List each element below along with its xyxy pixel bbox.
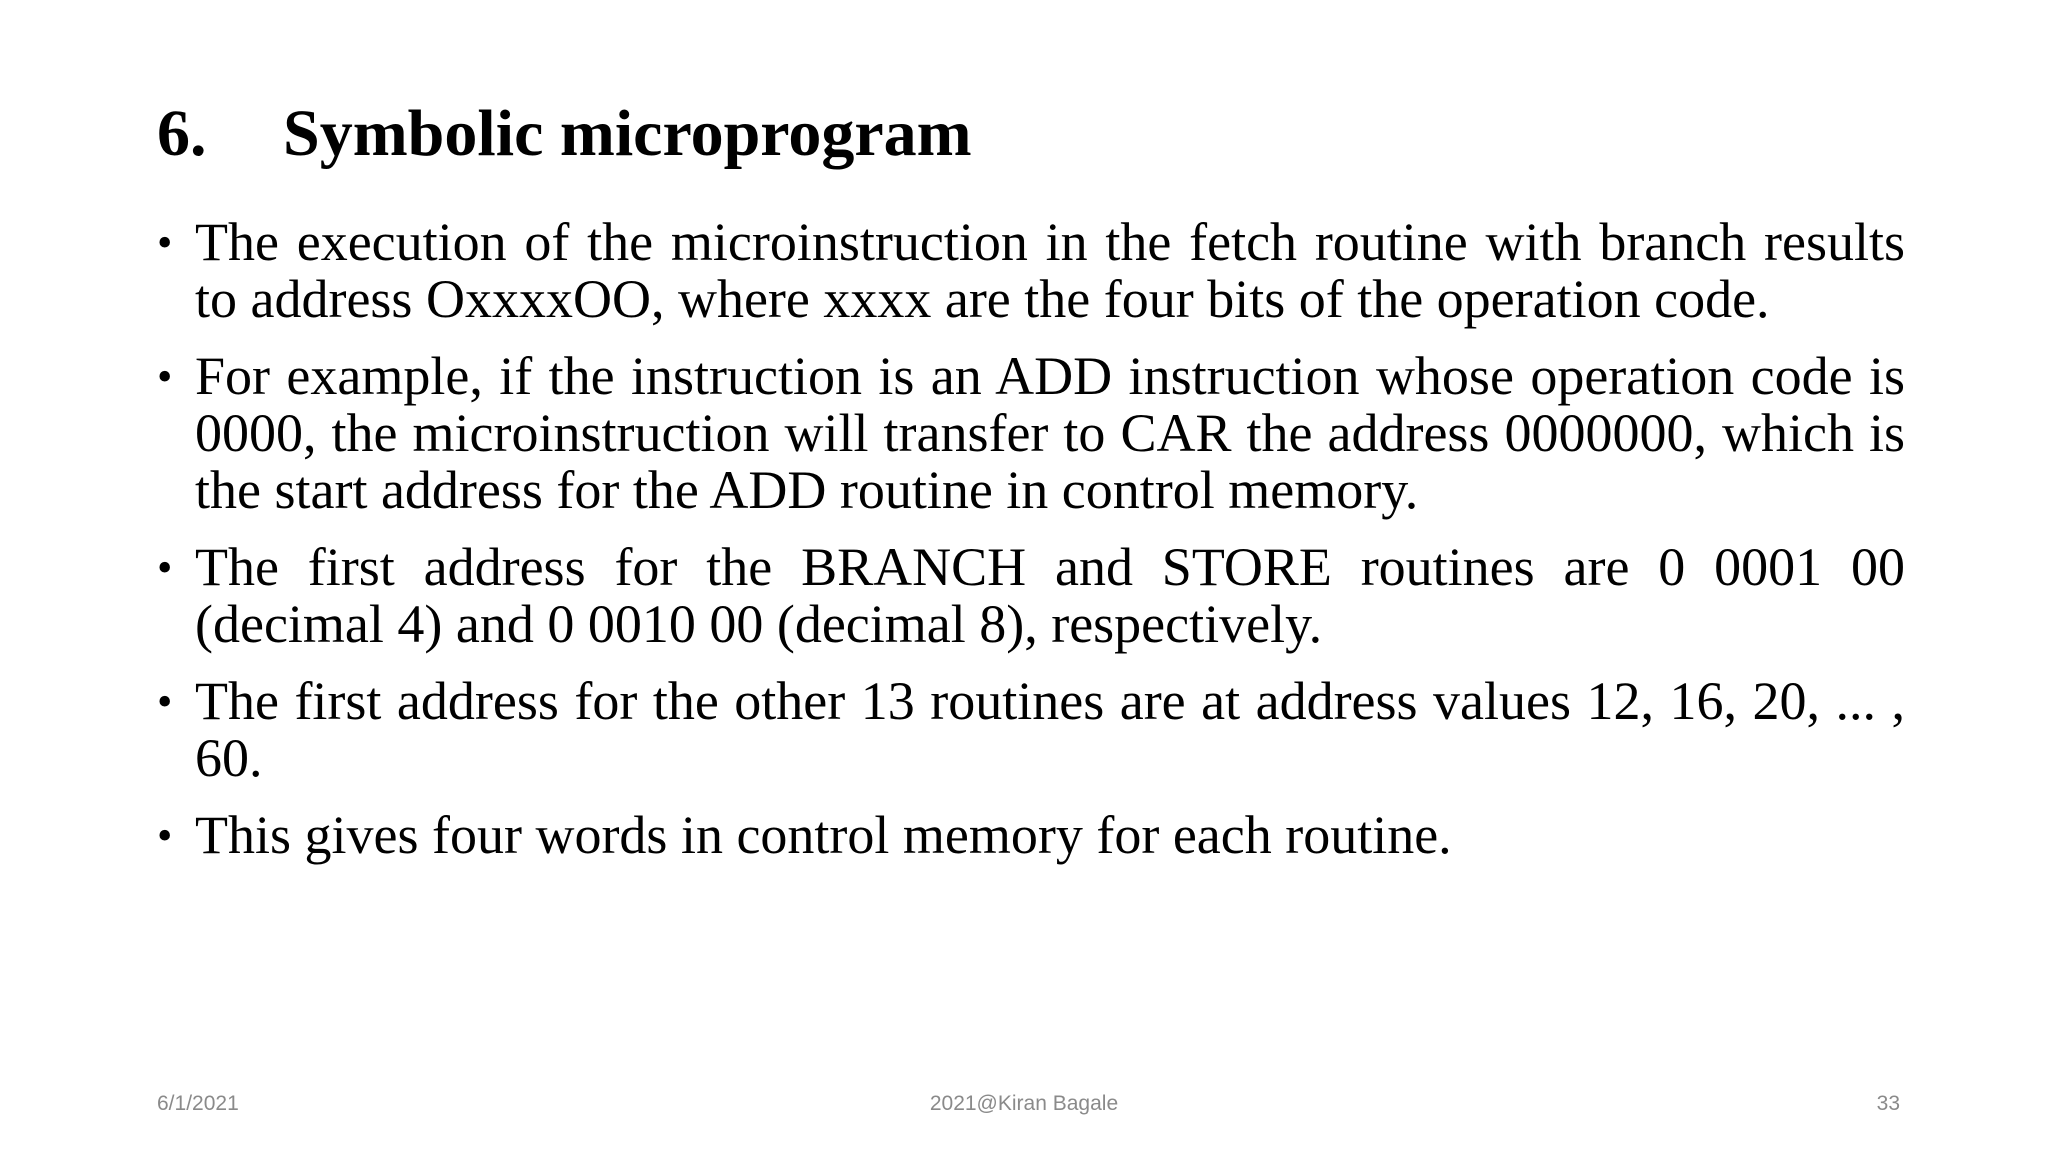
footer-author: 2021@Kiran Bagale (929, 1092, 1119, 1115)
bullet-text: The execution of the microinstruction in the fetch routine with branch results to address OxxxxOO, where xxxx are the four bits of the operation code. (195, 212, 1905, 329)
bullet-dot: • (157, 218, 173, 267)
bullet-dot: • (157, 677, 173, 726)
bullet-dot: • (157, 543, 173, 592)
bullet-item (157, 539, 1905, 653)
footer-page-number: 33 (1876, 1092, 1900, 1115)
bullet-item (157, 348, 1905, 519)
bullet-text: This gives four words in control memory for each routine. (195, 805, 1452, 865)
bullet-text: The first address for the BRANCH and STORE routines are 0 0001 00 (decimal 4) and 0 0010 00 (decimal 8), respectively. (195, 537, 1905, 654)
bullet-dot: • (157, 352, 173, 401)
bullet-dot: • (157, 811, 173, 860)
bullet-item (157, 214, 1905, 328)
slide-title-text: Symbolic microprogram (283, 97, 972, 170)
bullet-text: For example, if the instruction is an ADD instruction whose operation code is 0000, the microinstruction will transfer to CAR the address 0000000, which is the start address for the ADD routine in control memory. (195, 346, 1905, 520)
bullet-item (157, 807, 1905, 864)
slide-title (157, 98, 972, 171)
bullet-item (157, 673, 1905, 787)
footer-date: 6/1/2021 (157, 1092, 239, 1115)
slide-title-number: 6. (157, 97, 207, 170)
bullet-text: The first address for the other 13 routines are at address values 12, 16, 20, ... , 60. (195, 671, 1905, 788)
bullet-list (157, 214, 1905, 884)
